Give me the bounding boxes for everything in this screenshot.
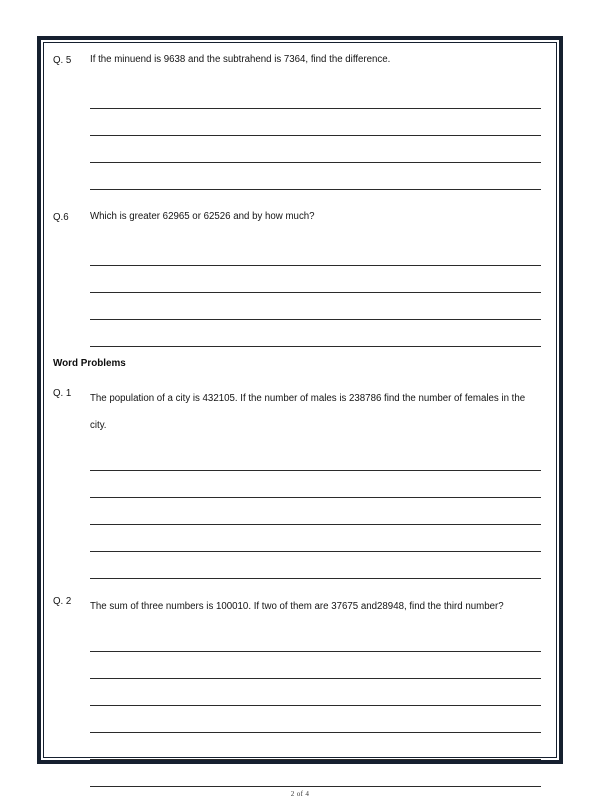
- answer-line[interactable]: [90, 733, 541, 760]
- answer-line[interactable]: [90, 444, 541, 471]
- question-number-wp-q1: Q. 1: [53, 388, 72, 399]
- spacer: [53, 225, 547, 239]
- answer-line[interactable]: [90, 625, 541, 652]
- answer-line[interactable]: [90, 320, 541, 347]
- answer-line[interactable]: [90, 239, 541, 266]
- worksheet-content: [44, 43, 556, 798]
- spacer: [53, 68, 547, 82]
- question-number-q6: Q.6: [53, 212, 69, 223]
- answer-line[interactable]: [90, 498, 541, 525]
- answer-lines-wp-q2[interactable]: [90, 625, 547, 787]
- answer-line[interactable]: [90, 82, 541, 109]
- answer-line[interactable]: [90, 525, 541, 552]
- question-row-q5: [53, 52, 547, 68]
- answer-lines-q6[interactable]: [90, 239, 547, 347]
- question-number-wp-q2: Q. 2: [53, 596, 72, 607]
- answer-line[interactable]: [90, 109, 541, 136]
- section-heading-word-problems: Word Problems: [53, 358, 126, 369]
- answer-line[interactable]: [90, 136, 541, 163]
- question-text-wp-q1: The population of a city is 432105. If the number of males is 238786 find the number of females in the city.: [90, 393, 526, 431]
- answer-lines-wp-q1[interactable]: [90, 444, 547, 579]
- question-row-q6: [53, 209, 547, 225]
- answer-lines-q5[interactable]: [90, 82, 547, 190]
- question-row-wp-q1: [53, 385, 547, 439]
- answer-line[interactable]: [90, 679, 541, 706]
- question-text-q5: If the minuend is 9638 and the subtrahend is 7364, find the difference.: [90, 54, 391, 65]
- spacer: [53, 190, 547, 209]
- question-text-q6: Which is greater 62965 or 62526 and by how much?: [90, 211, 315, 222]
- answer-line[interactable]: [90, 293, 541, 320]
- answer-line[interactable]: [90, 163, 541, 190]
- answer-line[interactable]: [90, 652, 541, 679]
- question-block-q6: [53, 209, 547, 347]
- question-block-q5: [53, 52, 547, 190]
- question-block-wp-q1: [53, 385, 547, 579]
- worksheet-page-inner-border: [43, 42, 557, 798]
- question-block-wp-q2: [53, 593, 547, 787]
- question-row-wp-q2: [53, 593, 547, 620]
- answer-line[interactable]: [90, 706, 541, 733]
- answer-line[interactable]: [90, 552, 541, 579]
- page-footer: 2 of 4: [290, 790, 310, 798]
- spacer: [53, 371, 547, 385]
- answer-line[interactable]: [90, 760, 541, 787]
- question-number-q5: Q. 5: [53, 55, 72, 66]
- worksheet-page-border: [37, 36, 563, 798]
- spacer: [53, 347, 547, 356]
- answer-line[interactable]: [90, 471, 541, 498]
- question-text-wp-q2: The sum of three numbers is 100010. If two of them are 37675 and28948, find the third number?: [90, 601, 504, 612]
- answer-line[interactable]: [90, 266, 541, 293]
- spacer: [53, 579, 547, 593]
